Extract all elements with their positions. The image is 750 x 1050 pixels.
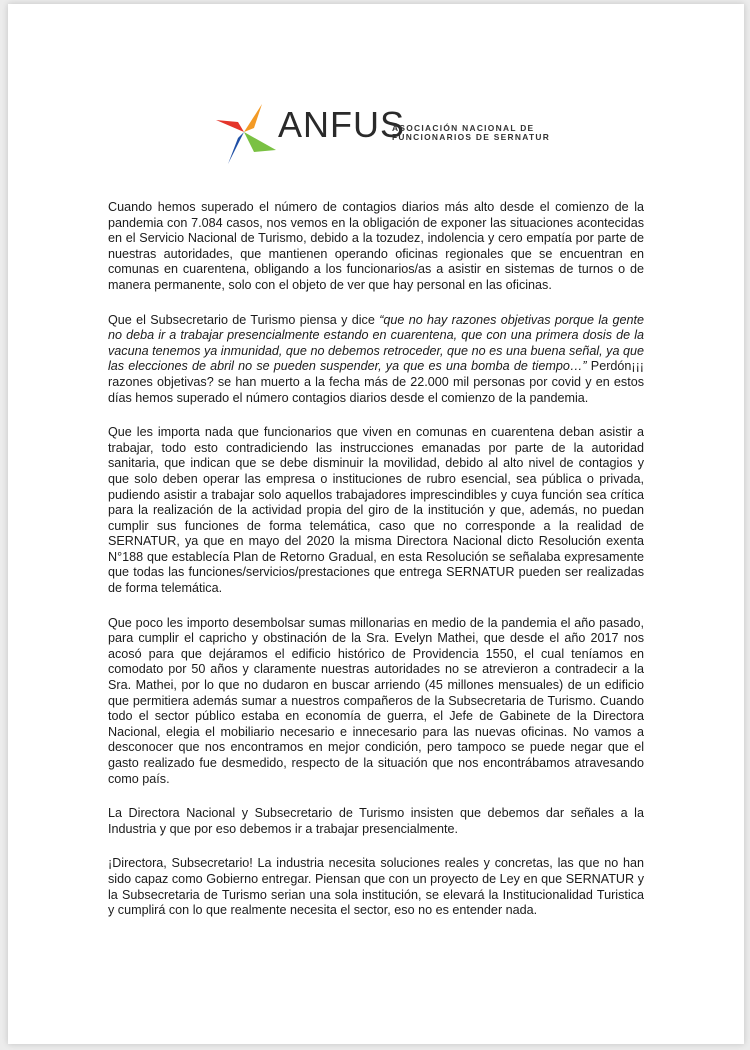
logo-subtitle-line2: FUNCIONARIOS DE SERNATUR (392, 132, 551, 142)
logo-subtitle (392, 124, 550, 142)
anfus-logo-icon (208, 98, 278, 168)
logo-red-petal (216, 120, 244, 132)
paragraph-2-rest: Perdón¡¡¡ razones objetivas? se han muerto a la fecha más de 22.000 mil personas por covid y en estos días hemos superado el número contagios diarios desde el comienzo de la pandemia. (108, 359, 644, 405)
logo-orange-petal (244, 104, 262, 132)
letter-body (108, 200, 644, 938)
document-page (8, 4, 744, 1044)
paragraph-2-intro: Que el Subsecretario de Turismo piensa y dice (108, 312, 380, 327)
paragraph-5: La Directora Nacional y Subsecretario de Turismo insisten que debemos dar señales a la Industria y que por eso debemos ir a trabajar presencialmente. (108, 806, 644, 836)
logo-wordmark: ANFUS (278, 104, 406, 145)
paragraph-4: Que poco les importo desembolsar sumas millonarias en medio de la pandemia el año pasado, para cumplir el capricho y obstinación de la Sra. Evelyn Mathei, que desde el año 2017 nos acosó para que dejáramos el edificio histórico de Providencia 1550, el cual teníamos en comodato por 50 años y claramente nuestras autoridades no se atrevieron a contradecir a la Sra. Mathei, por lo que no dudaron en buscar arriendo (45 millones mensuales) de un edificio que permitiera además sumar a nuestros compañeros de la Subsecretaria de Turismo. Cuando todo el sector público estaba en economía de guerra, el Jefe de Gabinete de la Directora Nacional, elegia el mobiliario necesario e innecesario para las nuevas oficinas. No vamos a desconocer que nos encontramos en mejor condición, pero tampoco se puede negar que el gasto realizado fue desmedido, respecto de la situación que nos encontrábamos atravesando como país. (108, 615, 644, 786)
logo-subtitle-line1: ASOCIACIÓN NACIONAL DE (392, 123, 535, 133)
paragraph-6: ¡Directora, Subsecretario! La industria necesita soluciones reales y concretas, las que no han sido capaz como Gobierno entregar. Piensan que con un proyecto de Ley en que SERNATUR y la Subsecretaria de Turismo serian una sola institución, se elevará la Institucionalidad Turistica y cumplirá con lo que realmente necesita el sector, eso no es entender nada. (108, 856, 644, 918)
logo-blue-petal (228, 132, 244, 164)
paragraph-3: Que les importa nada que funcionarios que viven en comunas en cuarentena deban asistir a trabajar, todo esto contradiciendo las instrucciones emanadas por parte de la autoridad sanitaria, que indican que se debe disminuir la movilidad, debido al alto nivel de contagios y que solo deben operar las empresa o instituciones de rubro esencial, sea pública o privada, pudiendo asistir a trabajar solo aquellos trabajadores imprescindibles y cuya función sea crítica para la realización de la actividad propia del giro de la institución y que, además, no puedan cumplir sus funciones de forma telemática, caso que no corresponde a la realidad de SERNATUR, ya que en mayo del 2020 la misma Directora Nacional dicto Resolución exenta N°188 que establecía Plan de Retorno Gradual, en esta Resolución se señalaba expresamente que todas las funciones/servicios/prestaciones que entrega SERNATUR pueden ser realizadas de forma telemática. (108, 425, 644, 596)
paragraph-2-quote: “que no hay razones objetivas porque la gente no deba ir a trabajar presencialmente estando en cuarentena, que con una primera dosis de la vacuna tenemos ya inmunidad, que no debemos retroceder, que no es una buena señal, ya que las elecciones de abril no se pueden suspender, ya que es una bomba de tiempo…” (108, 312, 644, 374)
letterhead (208, 98, 568, 170)
paragraph-2 (108, 313, 644, 407)
logo-green-petal (244, 132, 276, 152)
paragraph-1: Cuando hemos superado el número de contagios diarios más alto desde el comienzo de la pandemia con 7.084 casos, nos vemos en la obligación de exponer las situaciones acontecidas en el Servicio Nacional de Turismo, debido a la tozudez, indolencia y cero empatía por parte de nuestras autoridades, que mantienen operando oficinas regionales que se encuentran en comunas en cuarentena, obligando a los funcionarios/as a asistir en sistemas de turnos o de manera permanente, solo con el objeto de ver que hay personal en las oficinas. (108, 200, 644, 292)
